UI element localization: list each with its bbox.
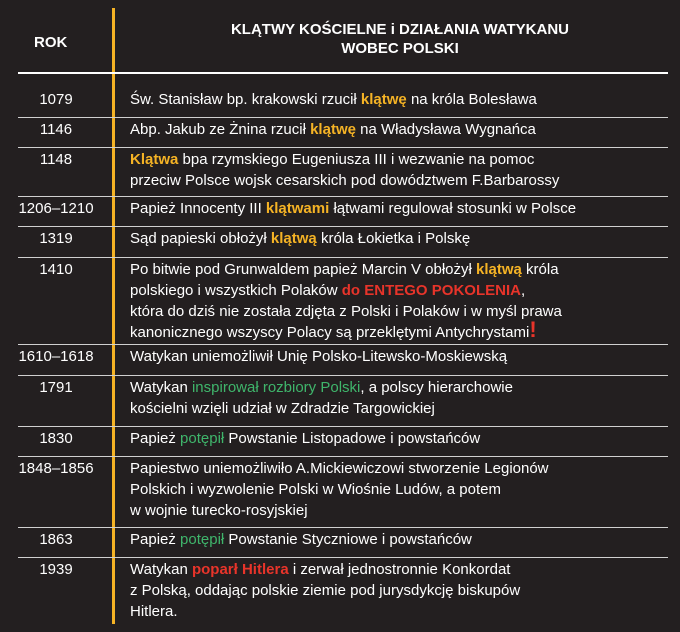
row-year: 1939 <box>39 561 73 578</box>
year-column-header: ROK <box>34 34 68 51</box>
highlighted-text: klątwą <box>270 230 317 247</box>
highlighted-text: inspirował rozbiory Polski <box>191 379 361 396</box>
description-line <box>130 280 675 301</box>
row-divider <box>18 117 668 118</box>
row-divider <box>18 456 668 457</box>
row-description <box>130 346 675 367</box>
text-segment: Hitlera. <box>130 603 178 620</box>
description-line <box>130 580 675 601</box>
description-line <box>130 89 675 110</box>
description-line <box>130 458 675 479</box>
text-segment: Papież <box>130 430 181 447</box>
row-divider <box>18 147 668 148</box>
table-title-line-1: KLĄTWY KOŚCIELNE i DZIAŁANIA WATYKANU <box>230 21 570 38</box>
text-segment: Papież <box>130 531 181 548</box>
description-line <box>130 398 675 419</box>
description-line <box>130 346 675 367</box>
row-year: 1319 <box>39 230 73 247</box>
text-segment: kanonicznego wszyscy Polacy są przeklętymi Antychrystami <box>130 324 530 341</box>
row-divider <box>18 557 668 558</box>
text-segment: Abp. Jakub ze Żnina rzucił <box>130 121 311 138</box>
text-segment: w wojnie turecko-rosyjskiej <box>130 502 308 519</box>
description-line <box>130 317 675 343</box>
description-line <box>130 529 675 550</box>
text-segment: Papiestwo uniemożliwiło A.Mickiewiczowi stworzenie Legionów <box>130 460 549 477</box>
description-line <box>130 377 675 398</box>
row-description <box>130 259 675 343</box>
text-segment: z Polską, oddając polskie ziemie pod jurysdykcję biskupów <box>130 582 521 599</box>
row-year: 1410 <box>39 261 73 278</box>
text-segment: Watykan uniemożliwił Unię Polsko-Litewsko-Moskiewską <box>130 348 508 365</box>
row-description <box>130 89 675 110</box>
highlighted-text: ! <box>529 317 537 342</box>
highlighted-text: klątwę <box>310 121 356 138</box>
row-divider <box>18 257 668 258</box>
row-description <box>130 559 675 622</box>
text-segment: przeciw Polsce wojsk cesarskich pod dowództwem F.Barbarossy <box>130 172 560 189</box>
description-line <box>130 198 675 219</box>
text-segment: łątwami regulował stosunki w Polsce <box>329 200 577 217</box>
description-line <box>130 428 675 449</box>
highlighted-text: klątwami <box>265 200 330 217</box>
row-description <box>130 428 675 449</box>
column-divider <box>112 8 115 624</box>
text-segment: kościelni wzięli udział w Zdradzie Targowickiej <box>130 400 435 417</box>
row-year: 1079 <box>39 91 73 108</box>
row-divider <box>18 196 668 197</box>
description-line <box>130 228 675 249</box>
row-year: 1610–1618 <box>18 348 94 365</box>
text-segment: Sąd papieski obłożył <box>130 230 271 247</box>
highlighted-text: Klątwa <box>130 151 179 168</box>
row-divider <box>18 527 668 528</box>
description-line <box>130 170 675 191</box>
text-segment: króla <box>521 261 559 278</box>
text-segment: , <box>520 282 526 299</box>
highlighted-text: poparł Hitlera <box>191 561 289 578</box>
row-description <box>130 529 675 550</box>
header-divider <box>18 72 668 74</box>
description-line <box>130 601 675 622</box>
text-segment: Papież Innocenty III <box>130 200 266 217</box>
row-year: 1206–1210 <box>18 200 94 217</box>
description-line <box>130 259 675 280</box>
row-divider <box>18 375 668 376</box>
highlighted-text: do ENTEGO POKOLENIA <box>341 282 521 299</box>
description-line <box>130 119 675 140</box>
row-year: 1791 <box>39 379 73 396</box>
row-description <box>130 198 675 219</box>
highlighted-text: klątwą <box>476 261 522 278</box>
text-segment: Po bitwie pod Grunwaldem papież Marcin V obłożył <box>130 261 477 278</box>
row-divider <box>18 426 668 427</box>
description-line <box>130 500 675 521</box>
description-line <box>130 149 675 170</box>
text-segment: Polskich i wyzwolenie Polski w Wiośnie Ludów, a potem <box>130 481 501 498</box>
row-description <box>130 377 675 419</box>
text-segment: Watykan <box>130 561 192 578</box>
row-description <box>130 228 675 249</box>
row-divider <box>18 226 668 227</box>
highlighted-text: klątwę <box>360 91 407 108</box>
description-line <box>130 479 675 500</box>
table-title-line-2: WOBEC POLSKI <box>341 40 459 57</box>
row-description <box>130 149 675 191</box>
text-segment: Powstanie Styczniowe i powstańców <box>224 531 472 548</box>
row-year: 1848–1856 <box>18 460 94 477</box>
row-year: 1146 <box>39 121 73 138</box>
table-title <box>150 20 650 58</box>
text-segment: , a polscy hierarchowie <box>360 379 513 396</box>
description-line <box>130 559 675 580</box>
row-year: 1863 <box>39 531 73 548</box>
text-segment: Św. Stanisław bp. krakowski rzucił <box>130 91 361 108</box>
text-segment: na króla Bolesława <box>406 91 537 108</box>
text-segment: Powstanie Listopadowe i powstańców <box>224 430 481 447</box>
text-segment: która do dziś nie została zdjęta z Polski i Polaków i w myśl prawa <box>130 303 562 320</box>
text-segment: króla Łokietka i Polskę <box>316 230 471 247</box>
row-description <box>130 119 675 140</box>
text-segment: polskiego i wszystkich Polaków <box>130 282 342 299</box>
row-description <box>130 458 675 521</box>
highlighted-text: potępił <box>180 430 225 447</box>
row-divider <box>18 344 668 345</box>
row-year: 1148 <box>39 151 73 168</box>
description-line <box>130 301 675 322</box>
text-segment: na Władysława Wygnańca <box>355 121 536 138</box>
text-segment: i zerwał jednostronnie Konkordat <box>288 561 511 578</box>
text-segment: Watykan <box>130 379 192 396</box>
highlighted-text: potępił <box>180 531 225 548</box>
text-segment: bpa rzymskiego Eugeniusza III i wezwanie na pomoc <box>178 151 535 168</box>
row-year: 1830 <box>39 430 73 447</box>
